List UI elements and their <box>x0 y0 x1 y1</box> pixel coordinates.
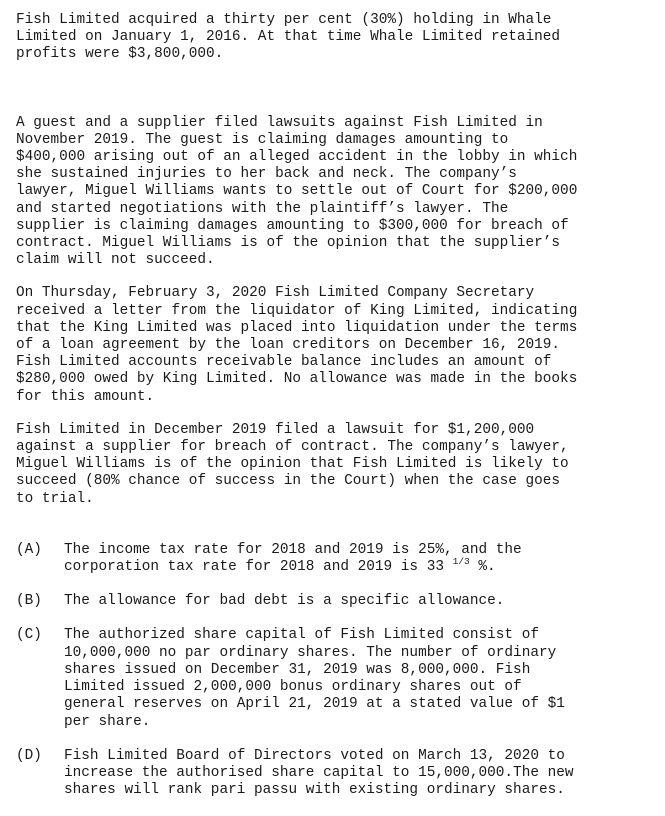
note-label: (C) <box>16 627 42 644</box>
note-d <box>16 748 656 800</box>
note-label: (A) <box>16 541 42 558</box>
note-c <box>16 627 656 730</box>
note-b <box>16 593 656 610</box>
paragraph-acquisition: Fish Limited acquired a thirty per cent (30%) holding in Whale Limited on January 1, 2016. At that time Whale Limited retained profits were $3,800,000. <box>16 12 561 63</box>
note-text-main: The income tax rate for 2018 and 2019 is 25%, and the corporation tax rate for 2018 and 2019 is 33 <box>64 541 522 576</box>
note-a <box>16 542 656 576</box>
note-text: The allowance for bad debt is a specific allowance. <box>64 593 505 610</box>
document-page <box>16 12 656 816</box>
note-text: The authorized share capital of Fish Limited consist of 10,000,000 no par ordinary shares. The number of ordinary shares issued on December 31, 2019 was 8,000,000. Fish Limited issued 2,000,000 bonus ordinary shares out of general reserves on April 21, 2019 at a stated value of $1 per share. <box>64 627 565 730</box>
note-label: (D) <box>16 747 42 764</box>
note-text-tail: %. <box>469 559 496 576</box>
fraction-superscript: 1/3 <box>452 556 470 568</box>
note-label: (B) <box>16 593 42 610</box>
note-text <box>64 542 522 576</box>
paragraph-lawsuits: A guest and a supplier filed lawsuits against Fish Limited in November 2019. The guest is claiming damages amounting to $400,000 arising out of an alleged accident in the lobby in which she sustained injuries to her back and neck. The company’s lawyer, Miguel Williams wants to settle out of Court for $200,000 and started negotiations with the plaintiff’s lawyer. The supplier is claiming damages amounting to $300,000 for breach of contract. Miguel Williams is of the opinion that the supplier’s claim will not succeed. <box>16 114 578 269</box>
paragraph-supplier-lawsuit: Fish Limited in December 2019 filed a lawsuit for $1,200,000 against a supplier for breach of contract. The company’s lawyer, Miguel Williams is of the opinion that Fish Limited is likely to succeed (80% chance of success in the Court) when the case goes to trial. <box>16 421 569 507</box>
paragraph-king-limited-liquidation: On Thursday, February 3, 2020 Fish Limited Company Secretary received a letter from the liquidator of King Limited, indicating that the King Limited was placed into liquidation under the terms of a loan agreement by the loan creditors on December 16, 2019. Fish Limited accounts receivable balance includes an amount of $280,000 owed by King Limited. No allowance was made in the books for this amount. <box>16 285 578 405</box>
note-text: Fish Limited Board of Directors voted on March 13, 2020 to increase the authorised share capital to 15,000,000.The new shares will rank pari passu with existing ordinary shares. <box>64 747 574 799</box>
